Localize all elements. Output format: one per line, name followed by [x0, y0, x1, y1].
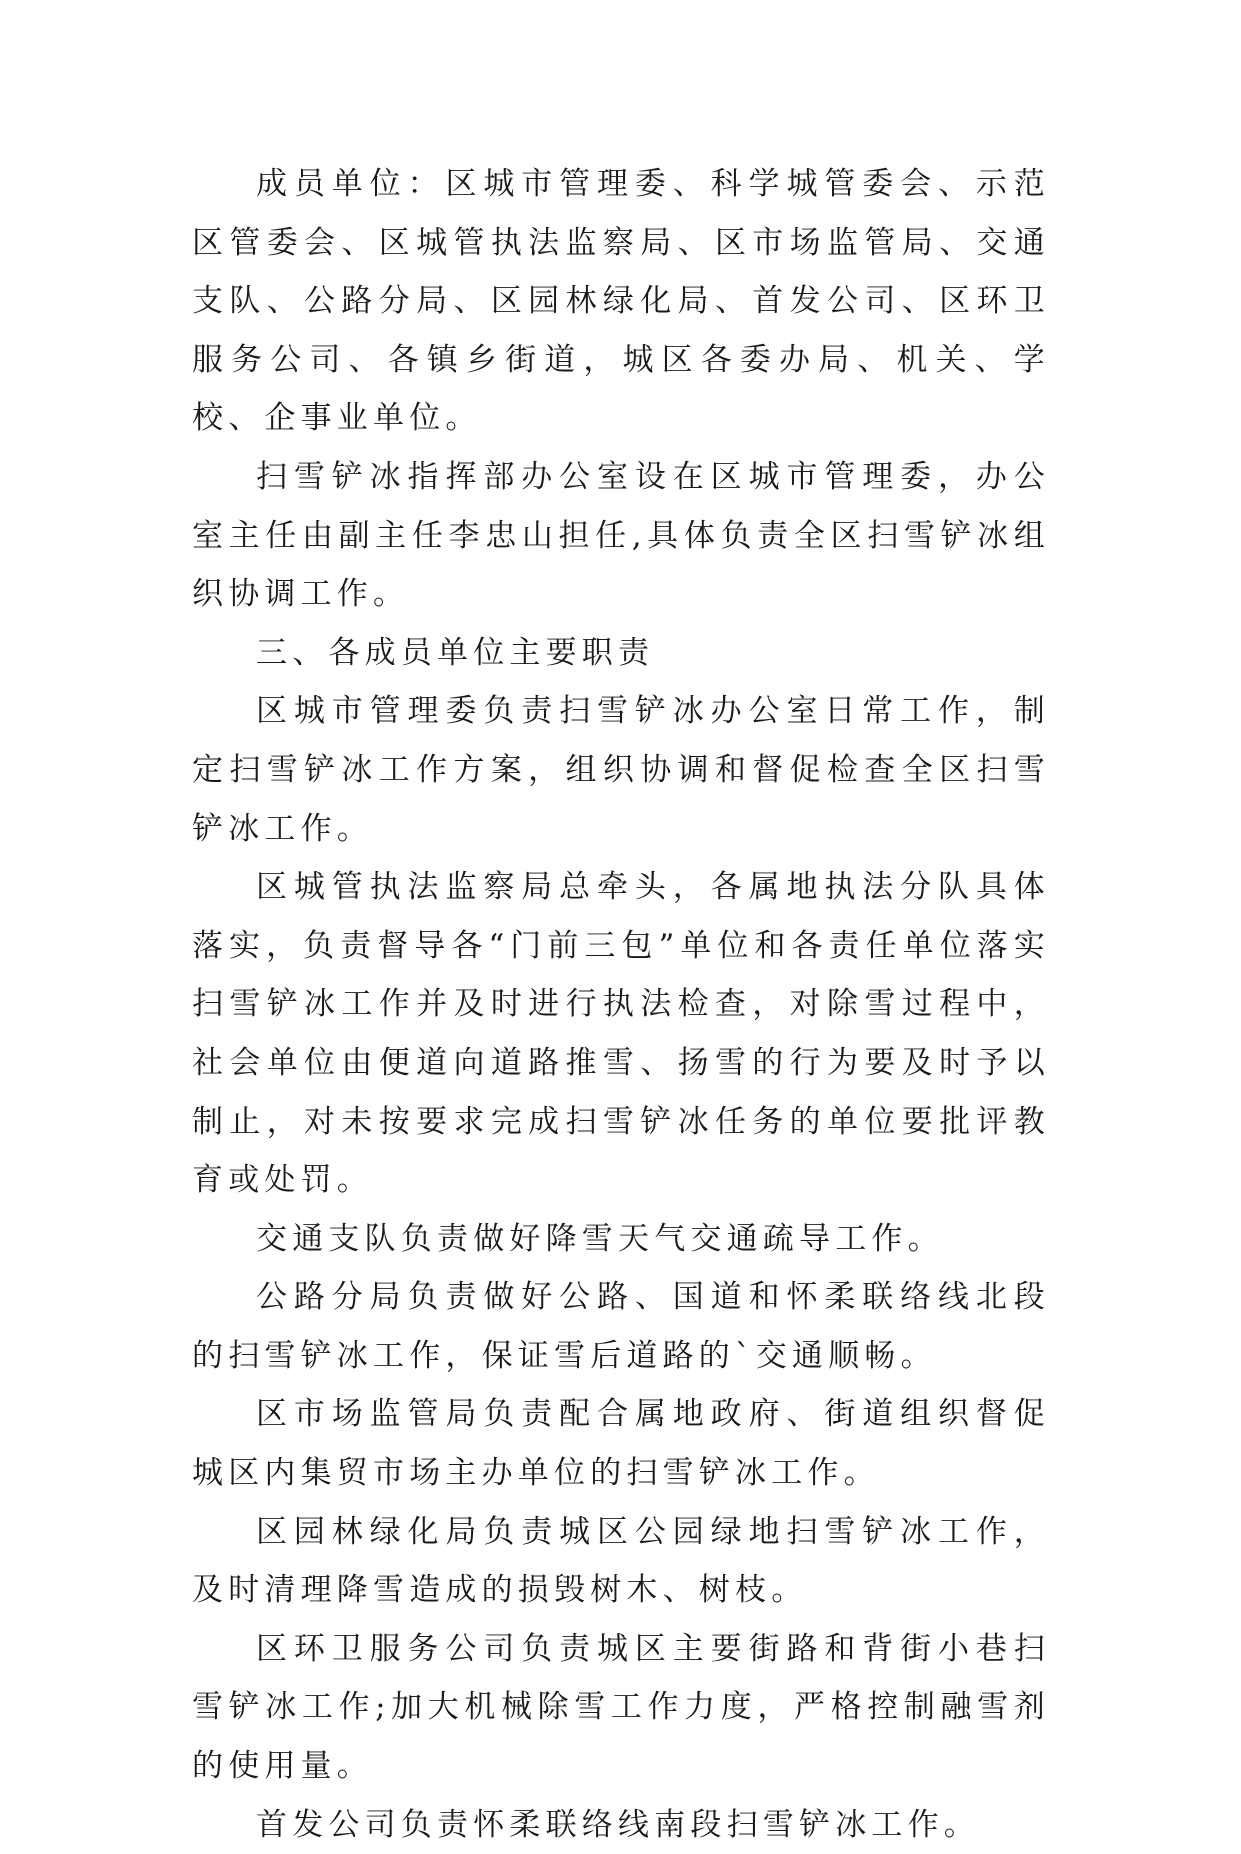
paragraph-command-office: 扫雪铲冰指挥部办公室设在区城市管理委，办公室主任由副主任李忠山担任,具体负责全区扫雪铲冰组织协调工作。 — [192, 458, 1050, 613]
section-heading-responsibilities: 三、各成员单位主要职责 — [256, 634, 655, 671]
paragraph-member-units: 成员单位：区城市管理委、科学城管委会、示范区管委会、区城管执法监察局、区市场监管局、交通支队、公路分局、区园林绿化局、首发公司、区环卫服务公司、各镇乡街道，城区各委办局、机关、学校、企事业单位。 — [192, 166, 1050, 437]
paragraph-law-enforcement: 区城管执法监察局总牵头，各属地执法分队具体落实，负责督导各“门前三包”单位和各责任单位落实扫雪铲冰工作并及时进行执法检查，对除雪过程中，社会单位由便道向道路推雪、扬雪的行为要及时予以制止，对未按要求完成扫雪铲冰任务的单位要批评教育或处罚。 — [192, 869, 1050, 1199]
paragraph-market-supervision: 区市场监管局负责配合属地政府、街道组织督促城区内集贸市场主办单位的扫雪铲冰工作。 — [192, 1396, 1050, 1492]
paragraph-highway-branch: 公路分局负责做好公路、国道和怀柔联络线北段的扫雪铲冰工作，保证雪后道路的`交通顺畅。 — [192, 1279, 1050, 1374]
paragraph-traffic-police: 交通支队负责做好降雪天气交通疏导工作。 — [256, 1220, 944, 1257]
paragraph-sanitation: 区环卫服务公司负责城区主要街路和背街小巷扫雪铲冰工作;加大机械除雪工作力度，严格控制融雪剂的使用量。 — [192, 1630, 1050, 1785]
paragraph-shoufa-company: 首发公司负责怀柔联络线南段扫雪铲冰工作。 — [256, 1806, 980, 1843]
document-body — [192, 155, 1050, 1854]
paragraph-city-management: 区城市管理委负责扫雪铲冰办公室日常工作，制定扫雪铲冰工作方案，组织协调和督促检查全区扫雪铲冰工作。 — [192, 693, 1050, 847]
paragraph-landscaping: 区园林绿化局负责城区公园绿地扫雪铲冰工作，及时清理降雪造成的损毁树木、树枝。 — [192, 1513, 1050, 1609]
